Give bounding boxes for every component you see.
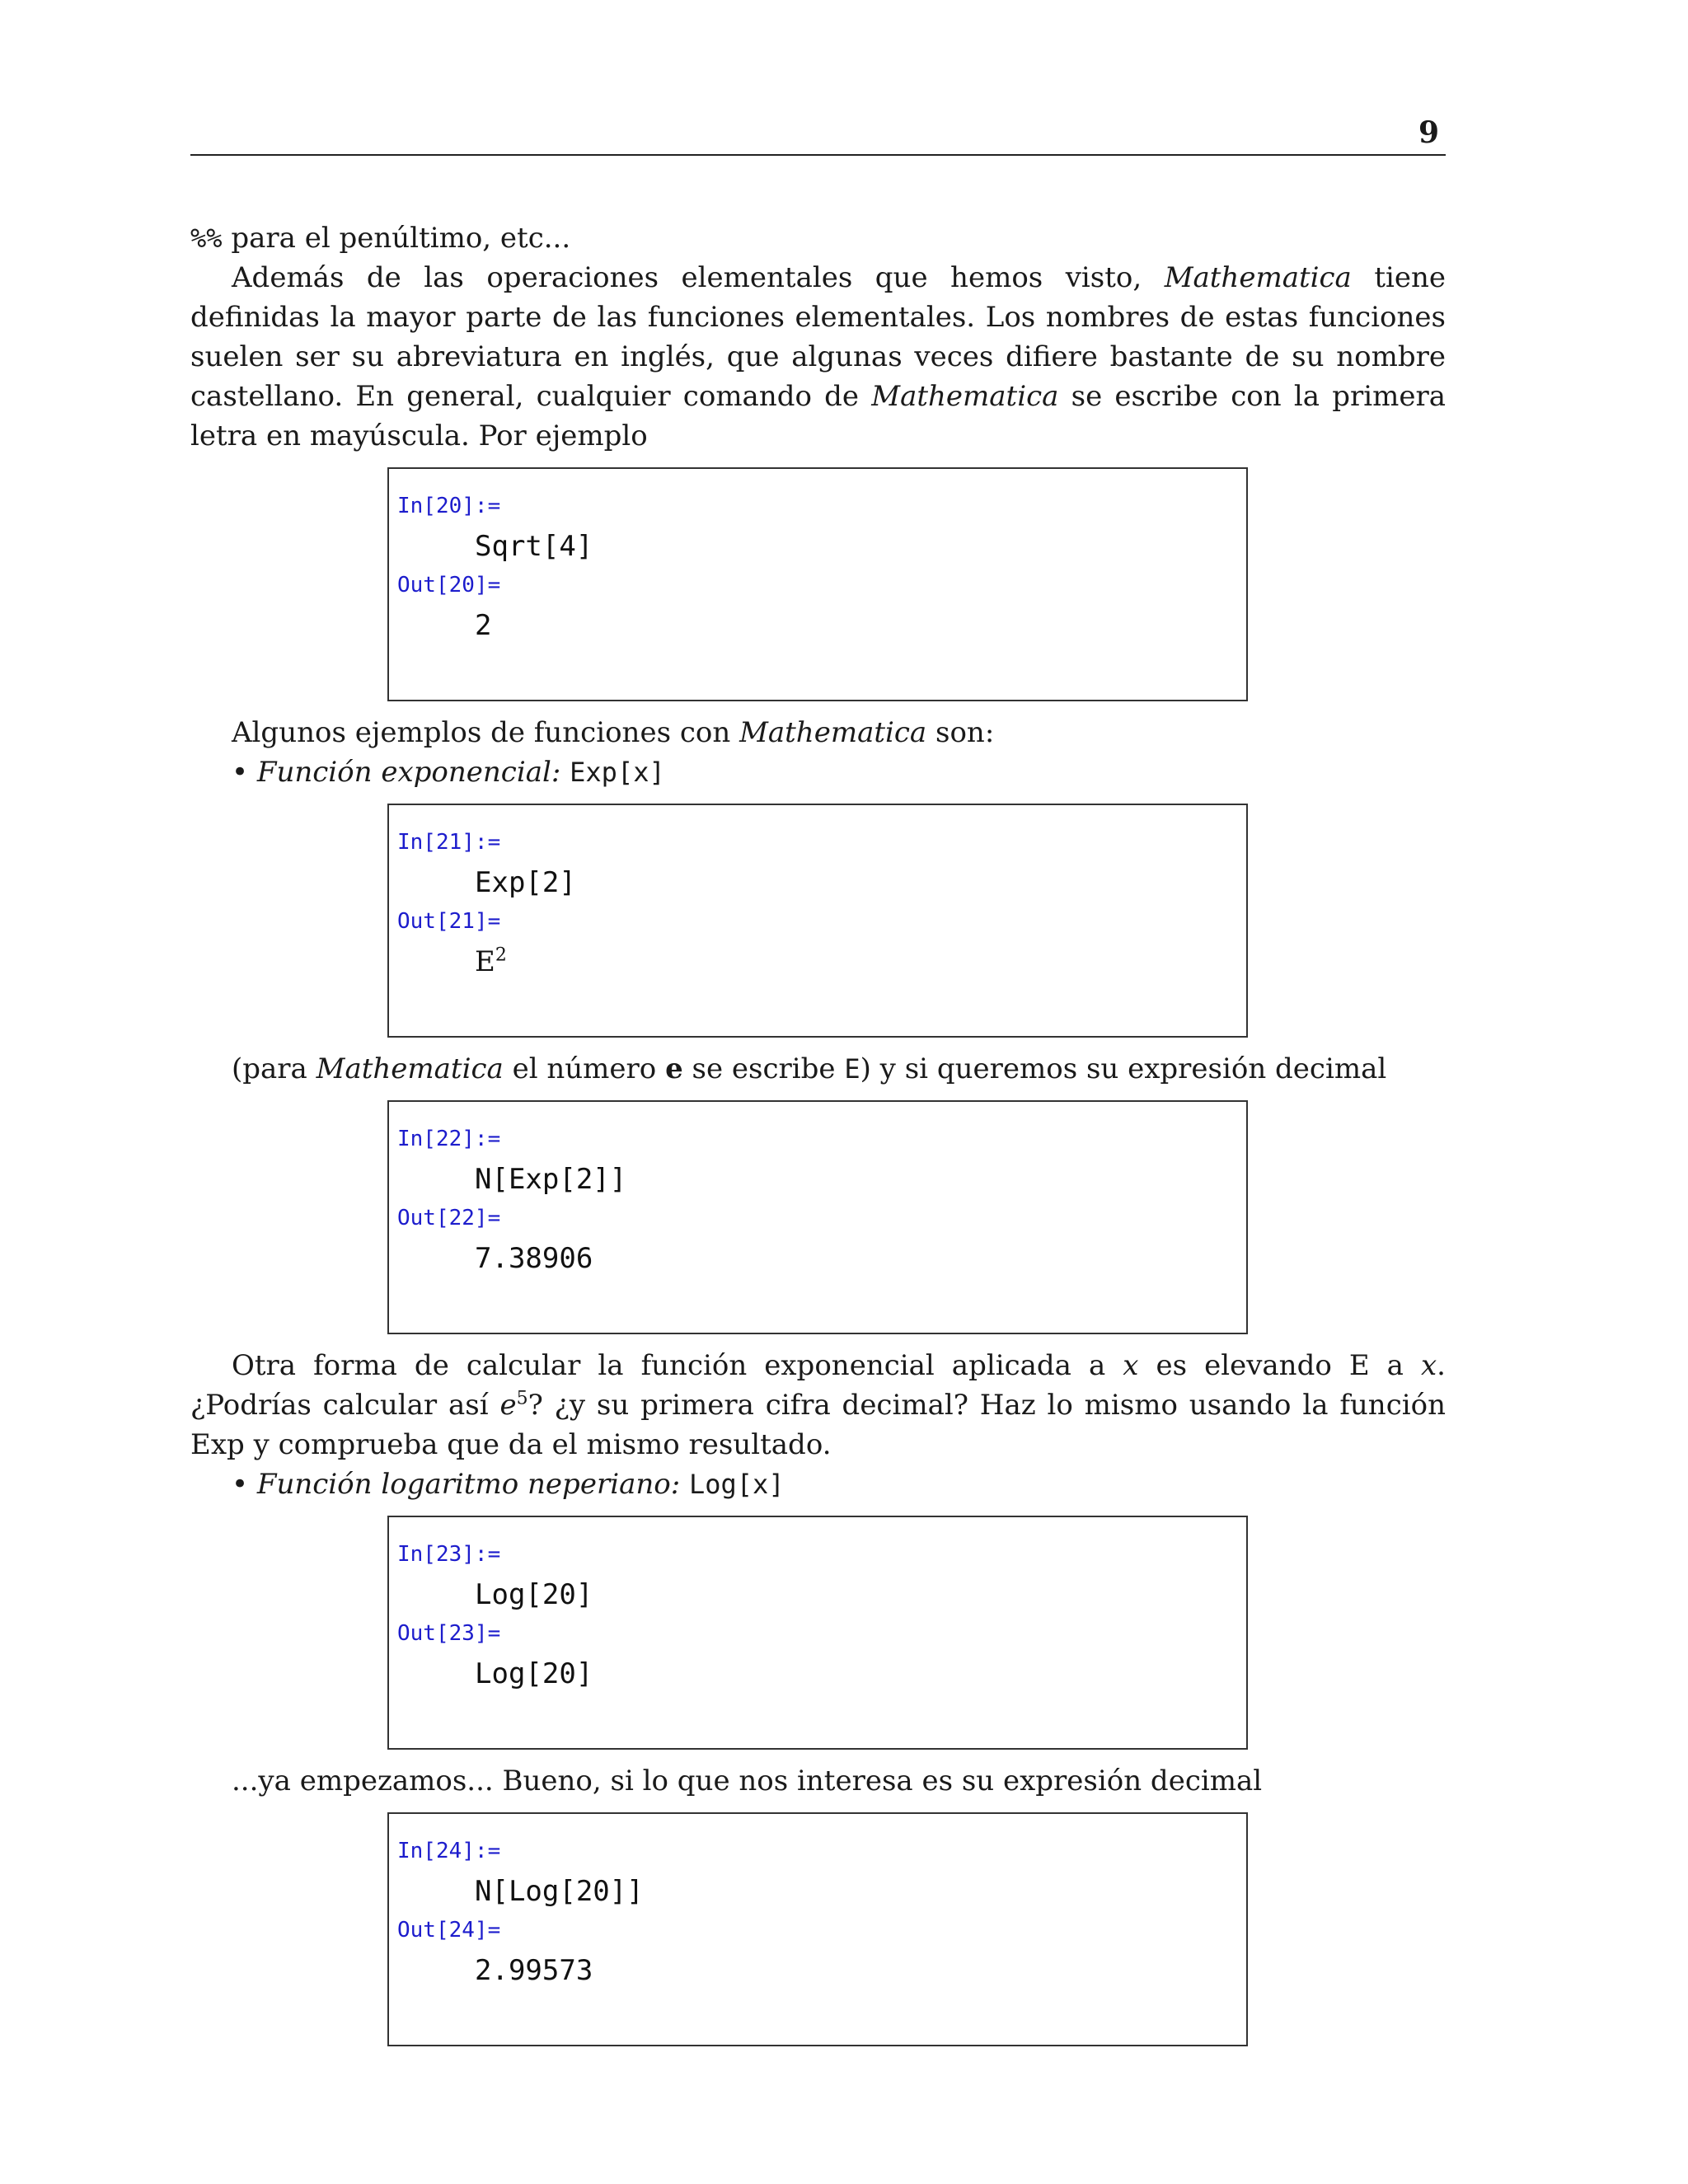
p4-d: ) y si queremos su expresión decimal bbox=[860, 1052, 1387, 1085]
in-label: In[23]:= bbox=[397, 1542, 501, 1567]
in-label: In[21]:= bbox=[397, 830, 501, 855]
notebook-cell-24 bbox=[387, 1812, 1248, 2046]
notebook-cell-23 bbox=[387, 1516, 1248, 1750]
output-exponent: 2 bbox=[495, 944, 507, 966]
paragraph-1 bbox=[190, 218, 1446, 258]
out-label: Out[20]= bbox=[397, 573, 501, 598]
input-expression: Exp[2] bbox=[475, 866, 576, 899]
p4-em: Mathematica bbox=[316, 1052, 504, 1085]
p5-b: es elevando E a bbox=[1138, 1349, 1421, 1382]
output-expression: 2.99573 bbox=[475, 1954, 593, 1987]
input-expression: Log[20] bbox=[475, 1578, 593, 1611]
p5-d: ? ¿y su primera cifra decimal? Haz lo mismo usando la función Exp y comprueba que da el mismo resultado. bbox=[190, 1389, 1446, 1461]
p2-c: se escribe con la primera letra en mayúscula. Por ejemplo bbox=[190, 380, 1447, 452]
output-expression: 2 bbox=[475, 609, 492, 642]
bullet-icon: • bbox=[232, 756, 249, 789]
input-expression: Sqrt[4] bbox=[475, 530, 593, 563]
p2-em1: Mathematica bbox=[1164, 261, 1352, 294]
input-expression: N[Log[20]] bbox=[475, 1875, 644, 1908]
bullet-code: Log[x] bbox=[688, 1469, 785, 1500]
paragraph-2 bbox=[190, 258, 1446, 456]
output-expression bbox=[475, 945, 507, 978]
bullet-logarithm bbox=[190, 1465, 1446, 1504]
header-rule bbox=[190, 154, 1446, 156]
p3-a: Algunos ejemplos de funciones con bbox=[232, 716, 740, 749]
p2-em2: Mathematica bbox=[871, 380, 1059, 413]
p3-em: Mathematica bbox=[739, 716, 927, 749]
bullet-label: Función logaritmo neperiano: bbox=[256, 1468, 681, 1501]
p4-c: se escribe bbox=[682, 1052, 845, 1085]
notebook-cell-21 bbox=[387, 804, 1248, 1038]
out-label: Out[23]= bbox=[397, 1621, 501, 1646]
page-content bbox=[190, 218, 1446, 2058]
notebook-cell-20 bbox=[387, 467, 1248, 701]
out-label: Out[22]= bbox=[397, 1206, 501, 1230]
in-label: In[22]:= bbox=[397, 1127, 501, 1151]
p5-c: . ¿Podrías calcular así bbox=[190, 1349, 1446, 1422]
page-number: 9 bbox=[1418, 115, 1439, 150]
out-label: Out[24]= bbox=[397, 1918, 501, 1943]
bullet-icon: • bbox=[232, 1468, 249, 1501]
p5-a: Otra forma de calcular la función exponencial aplicada a bbox=[232, 1349, 1123, 1382]
paragraph-6: ...ya empezamos... Bueno, si lo que nos interesa es su expresión decimal bbox=[232, 1765, 1263, 1797]
paragraph-3 bbox=[190, 713, 1446, 752]
paragraph-4 bbox=[190, 1049, 1446, 1089]
output-expression: 7.38906 bbox=[475, 1242, 593, 1275]
p5-exp: 5 bbox=[516, 1388, 528, 1409]
in-label: In[20]:= bbox=[397, 494, 501, 518]
p5-var1: x bbox=[1123, 1349, 1139, 1382]
bullet-code: Exp[x] bbox=[570, 757, 665, 788]
input-expression: N[Exp[2]] bbox=[475, 1163, 627, 1196]
in-label: In[24]:= bbox=[397, 1839, 501, 1863]
p4-bold: e bbox=[665, 1052, 683, 1085]
code-percent: %% bbox=[190, 223, 223, 254]
p5-var2: x bbox=[1420, 1349, 1437, 1382]
p2-a: Además de las operaciones elementales que hemos visto, bbox=[232, 261, 1165, 294]
bullet-label: Función exponencial: bbox=[256, 756, 561, 789]
paragraph-5 bbox=[190, 1346, 1446, 1465]
p4-code: E bbox=[844, 1053, 860, 1085]
p5-e: e bbox=[499, 1389, 517, 1422]
p2-b: tiene definidas la mayor parte de las funciones elementales. Los nombres de estas funciones suelen ser su abreviatura en inglés, que algunas veces difiere bastante de su nombre castellano. En general, cualquier comando de bbox=[190, 261, 1446, 413]
p3-b: son: bbox=[926, 716, 995, 749]
paragraph-1-text: para el penúltimo, etc... bbox=[222, 222, 571, 255]
bullet-exponential bbox=[190, 752, 1446, 792]
p4-a: (para bbox=[232, 1052, 316, 1085]
notebook-cell-22 bbox=[387, 1100, 1248, 1334]
output-base: E bbox=[475, 945, 495, 978]
out-label: Out[21]= bbox=[397, 909, 501, 934]
p4-b: el número bbox=[503, 1052, 666, 1085]
output-expression: Log[20] bbox=[475, 1657, 593, 1690]
